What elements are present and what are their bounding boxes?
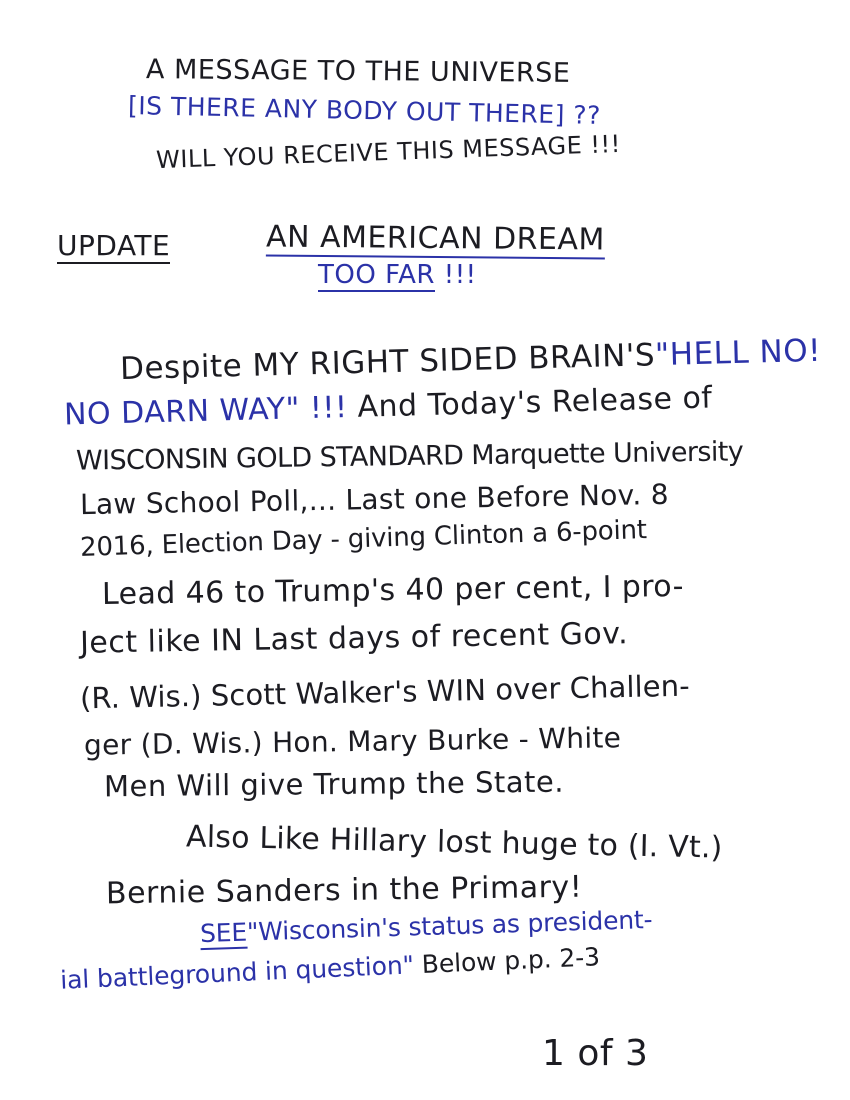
see-reference: SEE	[199, 917, 248, 949]
body-line-1	[119, 332, 822, 388]
body-line-2-blue: NO DARN WAY" !!!	[63, 390, 348, 433]
body-line-9: ger (D. Wis.) Hon. Mary Burke - White	[83, 721, 622, 762]
body-line-13-rest: "Wisconsin's status as president-	[246, 904, 653, 947]
body-line-14	[60, 944, 601, 993]
body-line-14-black: Below p.p. 2-3	[421, 942, 601, 979]
body-line-1-black: Despite MY RIGHT SIDED BRAIN'S	[119, 337, 656, 388]
subtitle-exclaim: !!!	[443, 260, 477, 290]
body-line-14-blue: ial battleground in question"	[59, 950, 415, 995]
subtitle-text: TOO FAR	[318, 260, 435, 290]
body-line-2	[63, 380, 713, 433]
body-line-12: Bernie Sanders in the Primary!	[105, 869, 583, 912]
header-message-line: A MESSAGE TO THE UNIVERSE	[145, 54, 571, 89]
body-line-6: Lead 46 to Trump's 40 per cent, I pro-	[101, 568, 685, 613]
document-subtitle	[318, 262, 477, 288]
body-line-10: Men Will give Trump the State.	[103, 764, 565, 804]
header-receive-line: WILL YOU RECEIVE THIS MESSAGE !!!	[155, 129, 622, 175]
body-line-11: Also Like Hillary lost huge to (I. Vt.)	[185, 819, 723, 866]
update-label: UPDATE	[57, 229, 171, 262]
body-line-8: (R. Wis.) Scott Walker's WIN over Challen-	[79, 668, 691, 716]
body-line-3: WISCONSIN GOLD STANDARD Marquette University	[75, 436, 744, 477]
body-line-2-black: And Today's Release of	[357, 380, 713, 425]
body-line-4: Law School Poll,... Last one Before Nov. 8	[79, 477, 670, 522]
body-line-7: Ject like IN Last days of recent Gov.	[79, 616, 629, 661]
page-number: 1 of 3	[542, 1033, 649, 1074]
body-line-13	[199, 904, 653, 949]
body-line-1-blue: "HELL NO!	[654, 332, 822, 374]
header-question-line: [IS THERE ANY BODY OUT THERE] ??	[127, 91, 602, 130]
document-title: AN AMERICAN DREAM	[265, 219, 605, 258]
body-line-5: 2016, Election Day - giving Clinton a 6-point	[79, 515, 648, 563]
